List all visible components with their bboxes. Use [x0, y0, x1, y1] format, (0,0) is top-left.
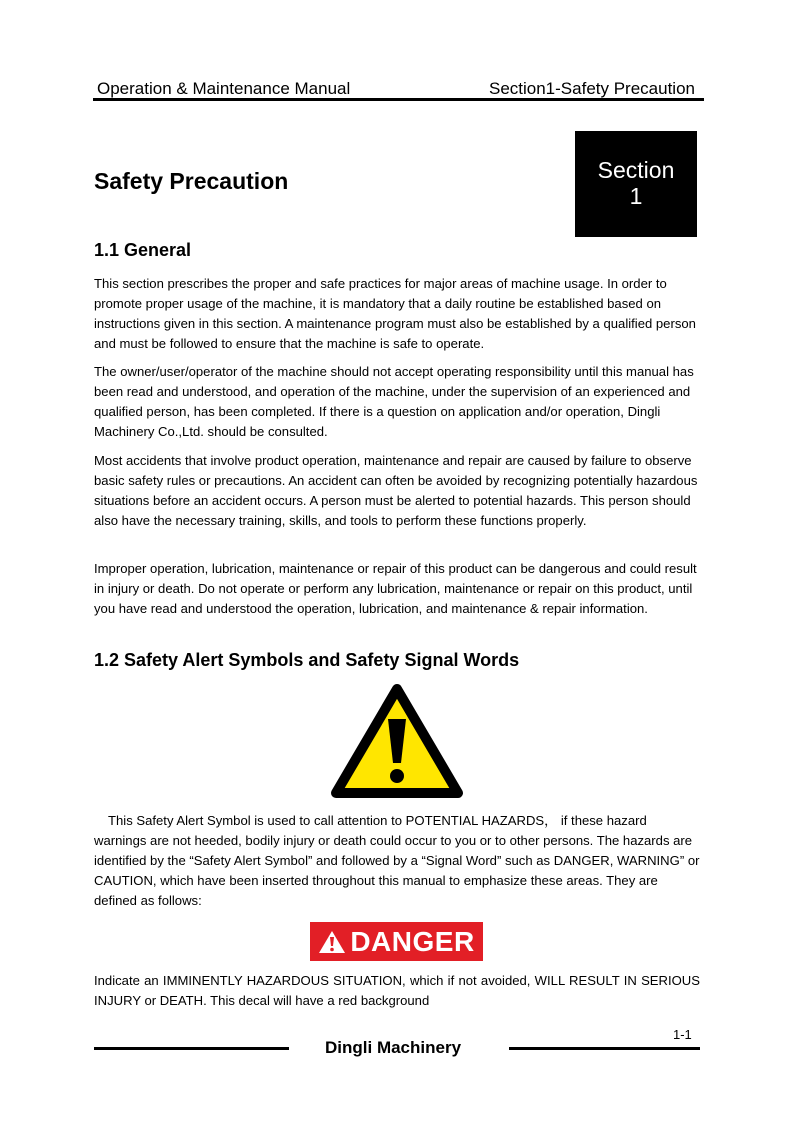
footer-rule-left [94, 1047, 289, 1050]
paragraph-general-3: Most accidents that involve product operation, maintenance and repair are caused by failure to observe basic safety rules or precautions. An accident can often be avoided by recognizing potentially hazardous situations before an accident occurs. A person must be alerted to potential hazards. This person should also have the necessary training, skills, and tools to perform these functions properly. [94, 453, 698, 528]
page-title: Safety Precaution [94, 168, 289, 194]
page-number: 1-1 [673, 1027, 692, 1042]
section-badge-number: 1 [629, 183, 643, 209]
paragraph-danger-description: Indicate an IMMINENTLY HAZARDOUS SITUATION, which if not avoided, WILL RESULT IN SERIOUS INJURY or DEATH. This decal will have a red background [94, 973, 700, 1008]
heading-general: 1.1 General [94, 240, 192, 260]
footer-rule-right [509, 1047, 700, 1050]
header-section-title: Section1-Safety Precaution [488, 79, 695, 98]
footer-company: Dingli Machinery [325, 1038, 462, 1057]
warning-triangle-icon [330, 683, 464, 801]
header-rule [93, 98, 704, 101]
paragraph-alert-intro: This Safety Alert Symbol is used to call attention to POTENTIAL HAZARDS， if these hazard warnings are not heeded, bodily injury or death could occur to you or to other persons. The hazards are identified by the “Safety Alert Symbol” and followed by a “Signal Word” such as DANGER, WARNING” or CAUTION, which have been inserted throughout this manual to emphasize these areas. They are defined as follows: [94, 813, 700, 908]
paragraph-general-1: This section prescribes the proper and safe practices for major areas of machine usage. In order to promote proper usage of the machine, it is mandatory that a daily routine be established based on instructions given in this section. A maintenance program must also be established by a qualified person and must be followed to ensure that the machine is safe to operate. [94, 276, 696, 351]
paragraph-general-4: Improper operation, lubrication, maintenance or repair of this product can be dangerous and could result in injury or death. Do not operate or perform any lubrication, maintenance or repair on this product, until you have read and understood the operation, lubrication, and maintenance & repair information. [94, 561, 697, 616]
header-manual-title: Operation & Maintenance Manual [97, 79, 351, 98]
section-badge [575, 131, 697, 237]
danger-signal-text: DANGER [350, 925, 475, 957]
paragraph-general-2: The owner/user/operator of the machine should not accept operating responsibility until this manual has been read and understood, and operation of the machine, under the supervision of an experienced and qualified person, has been completed. If there is a question on application and/or operation, Dingli Machinery Co.,Ltd. should be consulted. [94, 364, 694, 439]
danger-signal-label [310, 922, 483, 961]
section-badge-label: Section [597, 157, 675, 183]
heading-alert-symbols: 1.2 Safety Alert Symbols and Safety Signal Words [94, 650, 520, 670]
danger-triangle-icon [318, 930, 346, 954]
